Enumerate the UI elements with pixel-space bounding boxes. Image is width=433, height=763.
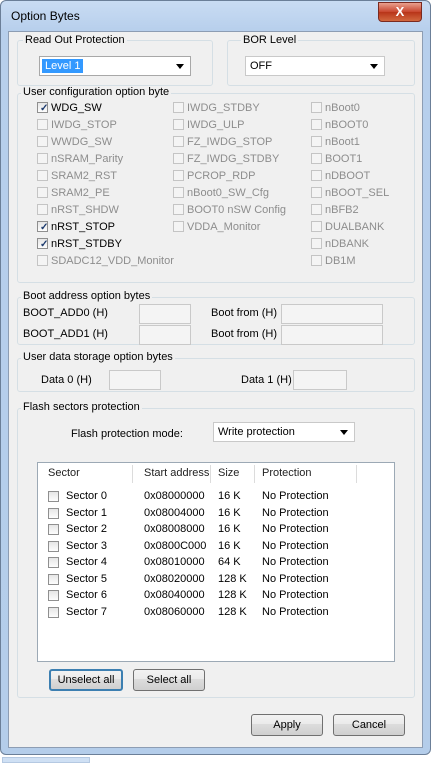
boot-from1-label: Boot from (H) bbox=[211, 328, 278, 340]
checkbox-box[interactable] bbox=[37, 153, 48, 164]
title-bar[interactable] bbox=[1, 1, 430, 31]
chevron-down-icon bbox=[176, 64, 184, 69]
sector-checkbox[interactable] bbox=[48, 491, 59, 502]
check-icon: ✓ bbox=[40, 239, 49, 250]
apply-button[interactable]: Apply bbox=[251, 714, 323, 736]
header-divider bbox=[254, 465, 255, 483]
option-label: nSRAM_Parity bbox=[51, 153, 124, 165]
cell-sector: Sector 0 bbox=[66, 490, 107, 502]
checkbox-box[interactable] bbox=[311, 170, 322, 181]
cell-size: 16 K bbox=[218, 490, 241, 502]
cell-sector: Sector 7 bbox=[66, 605, 107, 618]
checkbox-box[interactable] bbox=[37, 187, 48, 198]
cell-sector: Sector 2 bbox=[66, 523, 107, 535]
flash-mode-select[interactable] bbox=[213, 422, 355, 442]
checkbox-box[interactable] bbox=[173, 119, 184, 130]
option-wwdg-sw-checkbox[interactable] bbox=[37, 136, 112, 150]
flash-mode-value: Write protection bbox=[218, 426, 295, 438]
cell-size: 128 K bbox=[218, 605, 247, 618]
checkbox-box[interactable] bbox=[311, 136, 322, 147]
option-nrst-shdw-checkbox[interactable] bbox=[37, 204, 119, 218]
cell-protection: No Protection bbox=[262, 523, 329, 535]
cell-sector: Sector 6 bbox=[66, 589, 107, 601]
checkbox-box[interactable] bbox=[37, 136, 48, 147]
checkbox-box[interactable] bbox=[173, 136, 184, 147]
close-button[interactable] bbox=[378, 2, 422, 22]
boot-from0-field[interactable] bbox=[281, 304, 383, 324]
option-label: FZ_IWDG_STOP bbox=[187, 136, 273, 148]
cancel-button[interactable]: Cancel bbox=[333, 714, 405, 736]
cell-protection: No Protection bbox=[262, 572, 329, 585]
cell-sector: Sector 4 bbox=[66, 556, 107, 568]
checkbox-box[interactable] bbox=[173, 187, 184, 198]
option-db1m-checkbox[interactable] bbox=[311, 255, 356, 269]
option-label: nBoot0_SW_Cfg bbox=[187, 187, 269, 199]
option-iwdg-stop-checkbox[interactable] bbox=[37, 119, 117, 133]
option-label: IWDG_STOP bbox=[51, 119, 117, 131]
cell-address: 0x08008000 bbox=[144, 523, 205, 535]
checkbox-box[interactable] bbox=[311, 153, 322, 164]
option-label: IWDG_STDBY bbox=[187, 102, 260, 114]
option-label: FZ_IWDG_STDBY bbox=[187, 153, 280, 165]
cell-size: 16 K bbox=[218, 539, 241, 552]
boot-from1-field[interactable] bbox=[281, 325, 383, 345]
option-nboot1-checkbox[interactable] bbox=[311, 136, 360, 150]
cell-size: 64 K bbox=[218, 556, 241, 568]
data1-label: Data 1 (H) bbox=[241, 374, 292, 386]
boot-add1-field[interactable] bbox=[139, 325, 191, 345]
checkbox-box[interactable] bbox=[37, 102, 48, 113]
option-label: WDG_SW bbox=[51, 102, 102, 114]
data0-field[interactable] bbox=[109, 370, 161, 390]
option-nboot0-checkbox[interactable] bbox=[311, 102, 360, 116]
table-row[interactable] bbox=[38, 539, 394, 555]
cell-protection: No Protection bbox=[262, 490, 329, 502]
cell-protection: No Protection bbox=[262, 506, 329, 519]
cell-address: 0x08040000 bbox=[144, 589, 205, 601]
bor-select[interactable] bbox=[245, 56, 385, 76]
option-label: nBoot0 bbox=[325, 102, 360, 114]
sector-checkbox[interactable] bbox=[48, 607, 59, 618]
checkbox-box[interactable] bbox=[37, 204, 48, 215]
data0-label: Data 0 (H) bbox=[41, 374, 92, 386]
option-label: SRAM2_PE bbox=[51, 187, 110, 199]
chevron-down-icon bbox=[340, 430, 348, 435]
checkbox-box[interactable] bbox=[37, 255, 48, 266]
option-boot0-nsw-config-checkbox[interactable] bbox=[173, 204, 286, 218]
option-fz-iwdg-stop-checkbox[interactable] bbox=[173, 136, 272, 150]
cell-size: 128 K bbox=[218, 589, 247, 601]
option-label: IWDG_ULP bbox=[187, 119, 245, 131]
cell-protection: No Protection bbox=[262, 539, 329, 552]
col-header-sector[interactable]: Sector bbox=[48, 467, 80, 479]
option-nsram-parity-checkbox[interactable] bbox=[37, 153, 123, 167]
checkbox-box[interactable] bbox=[311, 255, 322, 266]
cell-address: 0x08000000 bbox=[144, 490, 205, 502]
cell-size: 128 K bbox=[218, 572, 247, 585]
checkbox-box[interactable] bbox=[311, 119, 322, 130]
option-nboot-sel-checkbox[interactable] bbox=[311, 187, 389, 201]
boot-add0-field[interactable] bbox=[139, 304, 191, 324]
header-divider bbox=[132, 465, 133, 483]
select-all-button[interactable]: Select all bbox=[133, 669, 205, 691]
cell-sector: Sector 5 bbox=[66, 572, 107, 585]
header-divider bbox=[210, 465, 211, 483]
option-label: BOOT1 bbox=[325, 153, 363, 165]
cell-address: 0x08004000 bbox=[144, 506, 205, 519]
cell-protection: No Protection bbox=[262, 605, 329, 618]
option-label: BOOT0 nSW Config bbox=[187, 204, 287, 216]
checkbox-box[interactable] bbox=[311, 102, 322, 113]
option-nboot0-checkbox[interactable] bbox=[311, 119, 368, 133]
bor-label: BOR Level bbox=[243, 34, 297, 46]
option-label: nDBANK bbox=[325, 238, 370, 250]
sector-checkbox[interactable] bbox=[48, 541, 59, 552]
table-row[interactable] bbox=[38, 588, 394, 604]
option-sdadc12-vdd-monitor-checkbox[interactable] bbox=[37, 255, 174, 269]
checkbox-box[interactable] bbox=[37, 238, 48, 249]
option-label: VDDA_Monitor bbox=[187, 221, 261, 233]
boot-from0-label: Boot from (H) bbox=[211, 307, 278, 319]
cell-address: 0x08020000 bbox=[144, 572, 205, 585]
check-icon: ✓ bbox=[40, 103, 49, 114]
option-nbfb2-checkbox[interactable] bbox=[311, 204, 359, 218]
cell-sector: Sector 3 bbox=[66, 539, 107, 552]
boot-address-label: Boot address option bytes bbox=[23, 290, 151, 302]
option-nrst-stdby-checkbox[interactable] bbox=[37, 238, 122, 252]
table-row[interactable] bbox=[38, 572, 394, 588]
option-nrst-stop-checkbox[interactable] bbox=[37, 221, 115, 235]
window-title: Option Bytes bbox=[11, 9, 80, 23]
option-label: nBFB2 bbox=[325, 204, 359, 216]
option-label: DB1M bbox=[325, 255, 356, 267]
option-ndboot-checkbox[interactable] bbox=[311, 170, 370, 184]
option-vdda-monitor-checkbox[interactable] bbox=[173, 221, 260, 235]
option-fz-iwdg-stdby-checkbox[interactable] bbox=[173, 153, 279, 167]
checkbox-box[interactable] bbox=[311, 187, 322, 198]
option-sram2-pe-checkbox[interactable] bbox=[37, 187, 110, 201]
option-label: PCROP_RDP bbox=[187, 170, 256, 182]
check-icon: ✓ bbox=[40, 222, 49, 233]
option-label: DUALBANK bbox=[325, 221, 385, 233]
option-wdg-sw-checkbox[interactable] bbox=[37, 102, 102, 116]
user-data-label: User data storage option bytes bbox=[23, 351, 173, 363]
cell-protection: No Protection bbox=[262, 589, 329, 601]
option-label: nBOOT0 bbox=[325, 119, 369, 131]
cell-address: 0x08060000 bbox=[144, 605, 205, 618]
dialog-client bbox=[8, 31, 423, 748]
bor-value: OFF bbox=[250, 60, 272, 72]
rdp-value: Level 1 bbox=[42, 59, 83, 73]
option-label: nDBOOT bbox=[325, 170, 371, 182]
option-label: WWDG_SW bbox=[51, 136, 113, 148]
rdp-label: Read Out Protection bbox=[25, 34, 125, 46]
cell-size: 16 K bbox=[218, 506, 241, 519]
chevron-down-icon bbox=[370, 64, 378, 69]
close-icon: X bbox=[395, 4, 405, 19]
cell-address: 0x0800C000 bbox=[144, 539, 207, 552]
rdp-select[interactable] bbox=[39, 56, 191, 76]
option-iwdg-stdby-checkbox[interactable] bbox=[173, 102, 260, 116]
checkbox-box[interactable] bbox=[173, 102, 184, 113]
option-label: SDADC12_VDD_Monitor bbox=[51, 255, 174, 267]
option-label: nRST_SHDW bbox=[51, 204, 119, 216]
checkbox-box[interactable] bbox=[173, 170, 184, 181]
option-boot1-checkbox[interactable] bbox=[311, 153, 362, 167]
option-sram2-rst-checkbox[interactable] bbox=[37, 170, 117, 184]
sector-list[interactable] bbox=[37, 462, 395, 662]
boot-add1-label: BOOT_ADD1 (H) bbox=[23, 328, 108, 340]
table-row[interactable] bbox=[38, 489, 394, 505]
option-ndbank-checkbox[interactable] bbox=[311, 238, 369, 252]
checkbox-box[interactable] bbox=[37, 119, 48, 130]
option-label: nBOOT_SEL bbox=[325, 187, 390, 199]
unselect-all-button[interactable]: Unselect all bbox=[49, 669, 123, 691]
table-row[interactable] bbox=[38, 522, 394, 538]
option-dualbank-checkbox[interactable] bbox=[311, 221, 384, 235]
checkbox-box[interactable] bbox=[173, 153, 184, 164]
cell-size: 16 K bbox=[218, 523, 241, 535]
cell-address: 0x08010000 bbox=[144, 556, 205, 568]
checkbox-box[interactable] bbox=[173, 221, 184, 232]
flash-label: Flash sectors protection bbox=[23, 401, 140, 413]
checkbox-box[interactable] bbox=[311, 221, 322, 232]
checkbox-box[interactable] bbox=[311, 204, 322, 215]
option-label: nRST_STOP bbox=[51, 221, 115, 233]
table-row[interactable] bbox=[38, 555, 394, 571]
option-label: nRST_STDBY bbox=[51, 238, 122, 250]
header-divider bbox=[356, 465, 357, 483]
col-header-protection[interactable]: Protection bbox=[262, 467, 312, 479]
flash-mode-label: Flash protection mode: bbox=[71, 428, 183, 440]
checkbox-box[interactable] bbox=[173, 204, 184, 215]
option-label: nBoot1 bbox=[325, 136, 360, 148]
status-strip bbox=[2, 757, 90, 763]
cell-sector: Sector 1 bbox=[66, 506, 107, 519]
sector-checkbox[interactable] bbox=[48, 590, 59, 601]
sector-checkbox[interactable] bbox=[48, 524, 59, 535]
boot-add0-label: BOOT_ADD0 (H) bbox=[23, 307, 108, 319]
checkbox-box[interactable] bbox=[37, 221, 48, 232]
option-pcrop-rdp-checkbox[interactable] bbox=[173, 170, 255, 184]
table-row[interactable] bbox=[38, 506, 394, 522]
option-label: SRAM2_RST bbox=[51, 170, 118, 182]
user-config-label: User configuration option byte bbox=[23, 86, 170, 98]
option-iwdg-ulp-checkbox[interactable] bbox=[173, 119, 244, 133]
cell-protection: No Protection bbox=[262, 556, 329, 568]
sector-checkbox[interactable] bbox=[48, 574, 59, 585]
checkbox-box[interactable] bbox=[37, 170, 48, 181]
col-header-address[interactable]: Start address bbox=[144, 467, 210, 479]
sector-checkbox[interactable] bbox=[48, 557, 59, 568]
option-nboot0-sw-cfg-checkbox[interactable] bbox=[173, 187, 269, 201]
checkbox-box[interactable] bbox=[311, 238, 322, 249]
col-header-size[interactable]: Size bbox=[218, 467, 240, 479]
table-row[interactable] bbox=[38, 605, 394, 621]
data1-field[interactable] bbox=[293, 370, 347, 390]
sector-checkbox[interactable] bbox=[48, 508, 59, 519]
